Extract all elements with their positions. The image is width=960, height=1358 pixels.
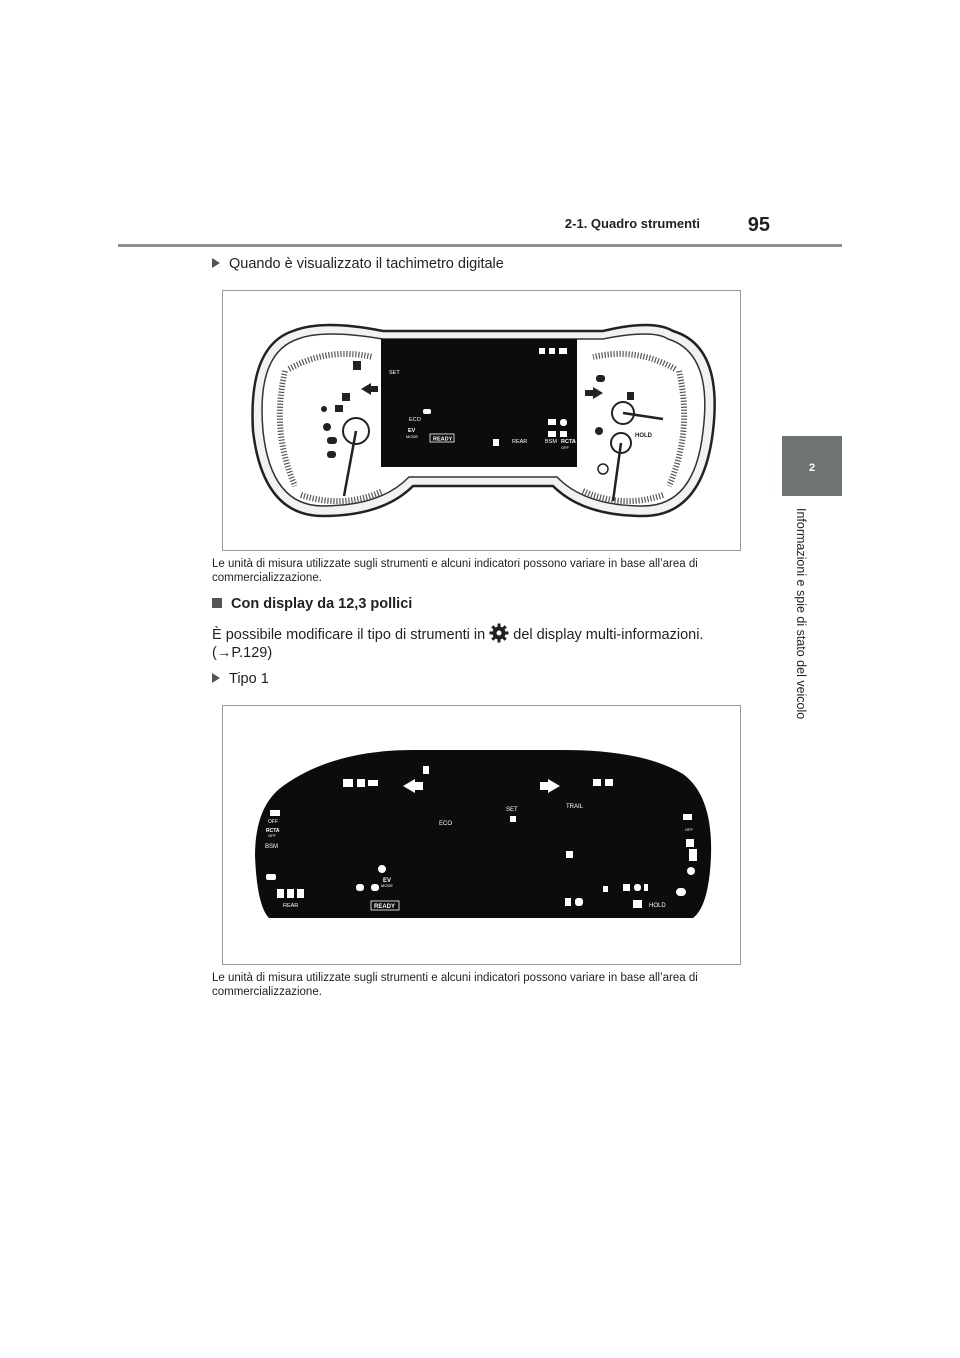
- figure-12-3-display-type-1: [222, 705, 741, 965]
- figure-digital-speedometer: [222, 290, 741, 551]
- bullet-text: Tipo 1: [229, 671, 269, 687]
- paragraph-text-after: del display multi-informazioni.: [513, 627, 704, 643]
- label-set: SET: [506, 807, 518, 813]
- triangle-bullet-icon: [212, 673, 220, 683]
- section-heading: [212, 596, 412, 612]
- label-ready: READY: [433, 436, 453, 443]
- label-rcta: RCTA: [561, 439, 576, 445]
- label-eco: ECO: [409, 417, 421, 423]
- label-mode: MODE: [406, 434, 418, 439]
- label-rcta: RCTA: [266, 828, 280, 834]
- label-ready: READY: [374, 904, 396, 910]
- label-trail: TRAIL: [566, 804, 584, 810]
- label-ev: EV: [383, 878, 392, 884]
- chapter-title-vertical: [794, 508, 816, 748]
- bullet-digital-speedometer: [212, 256, 504, 272]
- label-rear: REAR: [283, 903, 299, 909]
- header-rule: [118, 244, 842, 247]
- body-paragraph: [212, 623, 772, 643]
- label-hold: HOLD: [649, 903, 666, 909]
- label-off: OFF: [561, 445, 569, 450]
- bullet-text: Quando è visualizzato il tachimetro digitale: [229, 256, 504, 272]
- chapter-title: Informazioni e spie di stato del veicolo: [794, 508, 808, 720]
- label-mode: MODE: [381, 883, 393, 888]
- chapter-number: 2: [808, 462, 816, 474]
- label-bsm: BSM: [265, 844, 279, 850]
- bullet-type-1: [212, 671, 269, 687]
- triangle-bullet-icon: [212, 258, 220, 268]
- page-number: 95: [747, 214, 770, 236]
- paragraph-text-before: È possibile modificare il tipo di strumenti in: [212, 627, 486, 643]
- gear-icon: [489, 623, 509, 643]
- page-reference: (→P.129): [212, 645, 273, 661]
- instrument-cluster-illustration: [223, 291, 740, 550]
- caption-figure-1: Le unità di misura utilizzate sugli strumenti e alcuni indicatori possono variare in base all’area di commercializzazione.: [212, 558, 698, 584]
- label-ev: EV: [408, 428, 416, 434]
- label-hold: HOLD: [635, 433, 652, 439]
- square-bullet-icon: [212, 598, 222, 608]
- section-heading-text: Con display da 12,3 pollici: [231, 596, 413, 612]
- label-off-left-1: OFF: [268, 819, 278, 825]
- section-title: 2-1. Quadro strumenti: [564, 216, 700, 231]
- label-off-right: OFF: [685, 827, 693, 832]
- label-eco: ECO: [439, 821, 453, 827]
- label-set: SET: [389, 370, 400, 376]
- label-off-left-2: OFF: [268, 833, 276, 838]
- label-bsm: BSM: [545, 439, 557, 445]
- display-type-1-illustration: [223, 706, 740, 964]
- caption-figure-2: Le unità di misura utilizzate sugli strumenti e alcuni indicatori possono variare in base all’area di commercializzazione.: [212, 972, 698, 998]
- label-rear: REAR: [512, 439, 528, 445]
- chapter-tab: [782, 436, 842, 496]
